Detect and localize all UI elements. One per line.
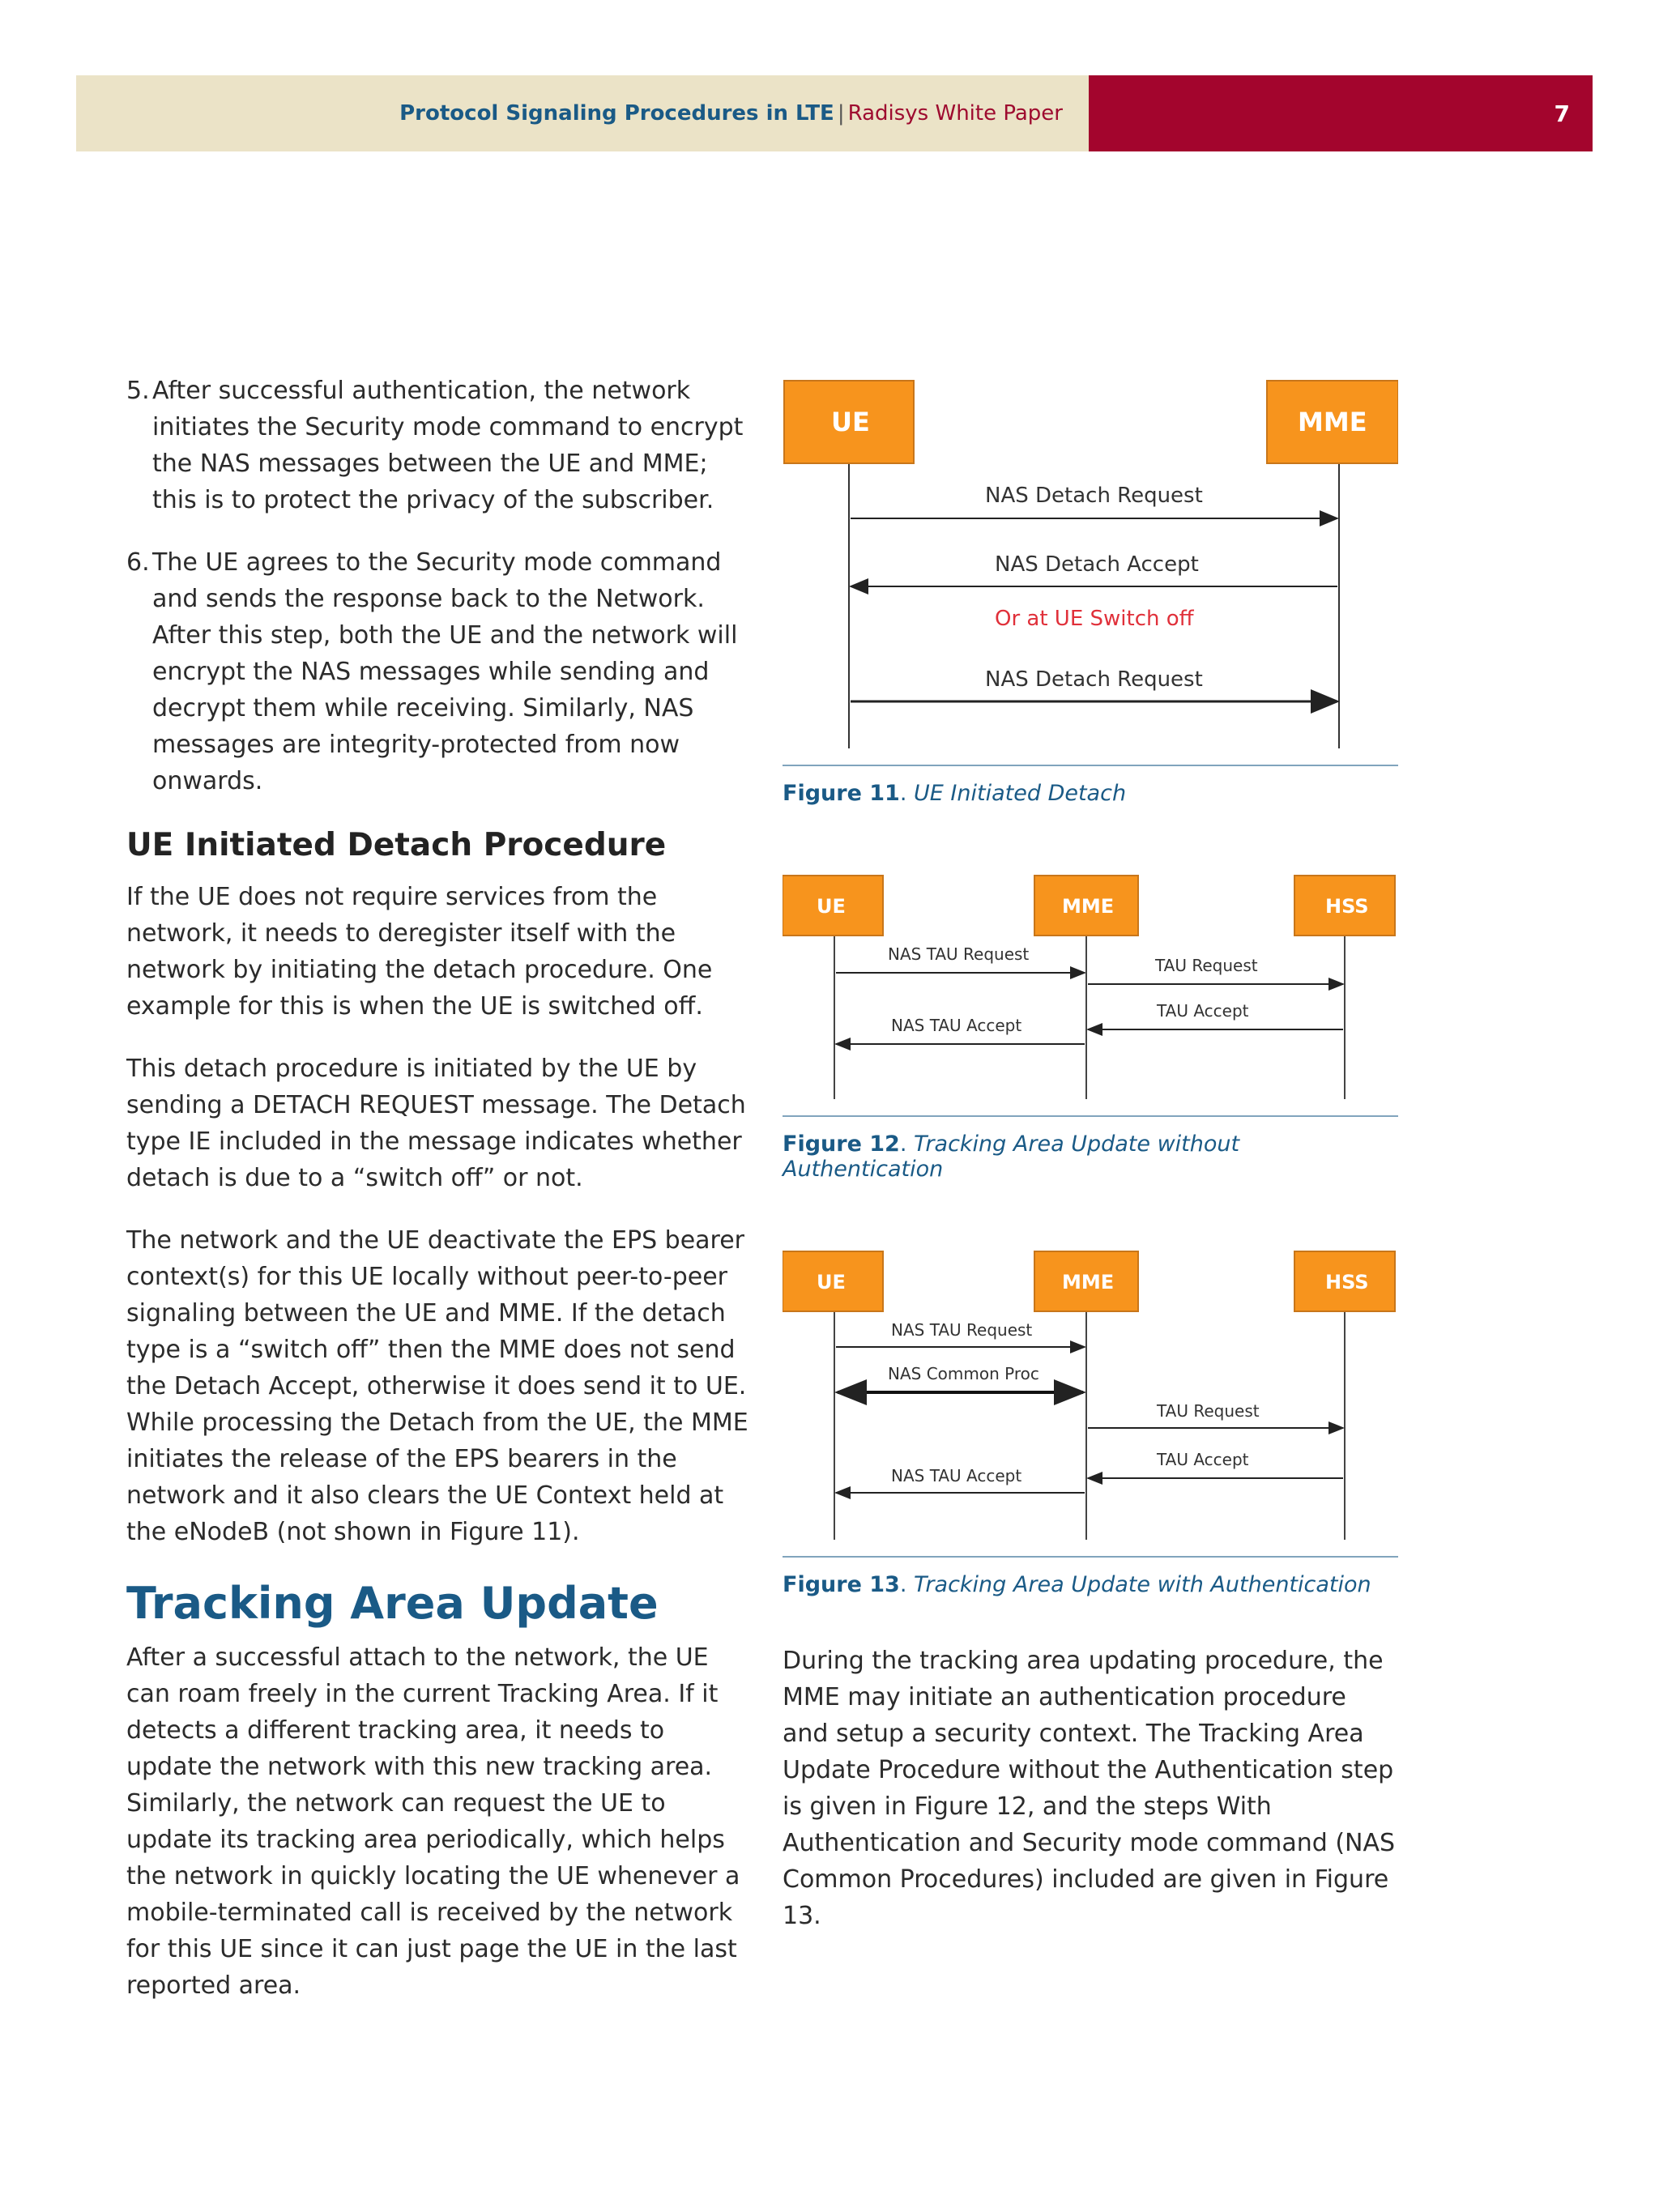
- running-header: [76, 75, 1089, 151]
- figure-11-diagram: [783, 374, 1398, 755]
- document-title: Protocol Signaling Procedures in LTE: [399, 101, 834, 126]
- hss-entity-label: HSS: [1325, 1271, 1369, 1294]
- paragraph: If the UE does not require services from the network, it needs to deregister itself with the network by initiating the detach procedure. One example for this is when the UE is switched off.: [126, 883, 713, 1021]
- numbered-steps: [126, 373, 750, 799]
- ue-entity-label: UE: [831, 407, 870, 437]
- paragraph: After a successful attach to the network, the UE can roam freely in the current Tracking Area. If it detects a different tracking area, it needs to update the network with this new tracking area. Similarly, the network can request the UE to update its tracking area periodically, which helps the network in quickly locating the UE whenever a mobile-terminated call is received by the network for this UE since it can just page the UE in the last reported area.: [126, 1643, 740, 2000]
- step-number: 5.: [126, 377, 150, 405]
- step-number: 6.: [126, 548, 150, 577]
- figure-caption: Figure 11. UE Initiated Detach: [783, 781, 1127, 806]
- header-separator: |: [837, 101, 845, 126]
- paragraph: During the tracking area updating procedure, the MME may initiate an authentication procedure and setup a security context. The Tracking Area Update Procedure without the Authentication step is given in Figure 12, and the steps With Authentication and Security mode command (NAS Common Procedures) included are given in Figure 13.: [783, 1647, 1396, 1930]
- figure-title: Tracking Area Update without Authentication: [783, 1132, 1240, 1182]
- message-label: NAS Detach Request: [985, 667, 1203, 692]
- figure-rule: [783, 1115, 1398, 1117]
- paragraph: The network and the UE deactivate the EPS bearer context(s) for this UE locally without peer-to-peer signaling between the UE and MME. If the detach type is a “switch off” then the MME does not send the Detach Accept, otherwise it does send it to UE. While processing the Detach from the UE, the MME initiates the release of the EPS bearers in the network and it also clears the UE Context held at the eNodeB (not shown in Figure 11).: [126, 1226, 748, 1546]
- figure-12-diagram: [783, 871, 1398, 1106]
- figure-rule: [783, 765, 1398, 766]
- step-5: [126, 373, 750, 518]
- figure-label: Figure 12: [783, 1132, 900, 1157]
- hss-entity-label: HSS: [1325, 895, 1369, 918]
- figure-13-diagram: [783, 1247, 1398, 1546]
- ue-entity-label: UE: [817, 1271, 846, 1294]
- running-header-text: [399, 101, 1063, 126]
- switch-off-note: Or at UE Switch off: [995, 607, 1194, 631]
- message-label: NAS TAU Accept: [891, 1016, 1022, 1035]
- message-label: NAS TAU Request: [888, 944, 1030, 964]
- message-label: TAU Request: [1157, 1401, 1260, 1421]
- figure-caption: Figure 13. Tracking Area Update with Authentication: [783, 1572, 1371, 1597]
- message-label: NAS TAU Request: [891, 1320, 1033, 1340]
- detach-heading: UE Initiated Detach Procedure: [126, 827, 667, 863]
- figure-title: Tracking Area Update with Authentication: [914, 1572, 1371, 1597]
- section-heading: Tracking Area Update: [126, 1578, 659, 1629]
- message-label: NAS Detach Request: [985, 484, 1203, 508]
- message-label: NAS TAU Accept: [891, 1466, 1022, 1485]
- figure-caption: Figure 12. Tracking Area Update without Authentication: [783, 1132, 1240, 1182]
- message-label: TAU Accept: [1157, 1001, 1249, 1021]
- left-column: [126, 373, 750, 2030]
- mme-entity-label: MME: [1062, 1271, 1115, 1294]
- figure-label: Figure 13: [783, 1572, 900, 1597]
- figure-label: Figure 11: [783, 781, 900, 806]
- figure-rule: [783, 1556, 1398, 1558]
- paragraph: This detach procedure is initiated by the UE by sending a DETACH REQUEST message. The Detach type IE included in the message indicates whether detach is due to a “switch off” or not.: [126, 1055, 746, 1192]
- message-label: NAS Common Proc: [888, 1364, 1039, 1383]
- right-column: [783, 374, 1398, 1934]
- message-label: NAS Detach Accept: [995, 552, 1199, 577]
- ue-entity-label: UE: [817, 895, 846, 918]
- brand-label: Radisys White Paper: [847, 101, 1063, 126]
- figure-11: [783, 374, 1398, 806]
- figure-12: [783, 871, 1398, 1182]
- message-label: TAU Accept: [1157, 1450, 1249, 1469]
- step-text: After successful authentication, the network initiates the Security mode command to encrypt the NAS messages between the UE and MME; this is to protect the privacy of the subscriber.: [152, 377, 744, 514]
- figure-13: [783, 1247, 1398, 1597]
- step-text: The UE agrees to the Security mode command and sends the response back to the Network. After this step, both the UE and the network will encrypt the NAS messages while sending and decrypt them while receiving. Similarly, NAS messages are integrity-protected from now onwards.: [152, 548, 738, 795]
- mme-entity-label: MME: [1298, 407, 1367, 437]
- page-number: 7: [1089, 75, 1593, 151]
- figure-title: UE Initiated Detach: [914, 781, 1127, 806]
- step-6: [126, 544, 750, 799]
- message-label: TAU Request: [1155, 956, 1258, 975]
- mme-entity-label: MME: [1062, 895, 1115, 918]
